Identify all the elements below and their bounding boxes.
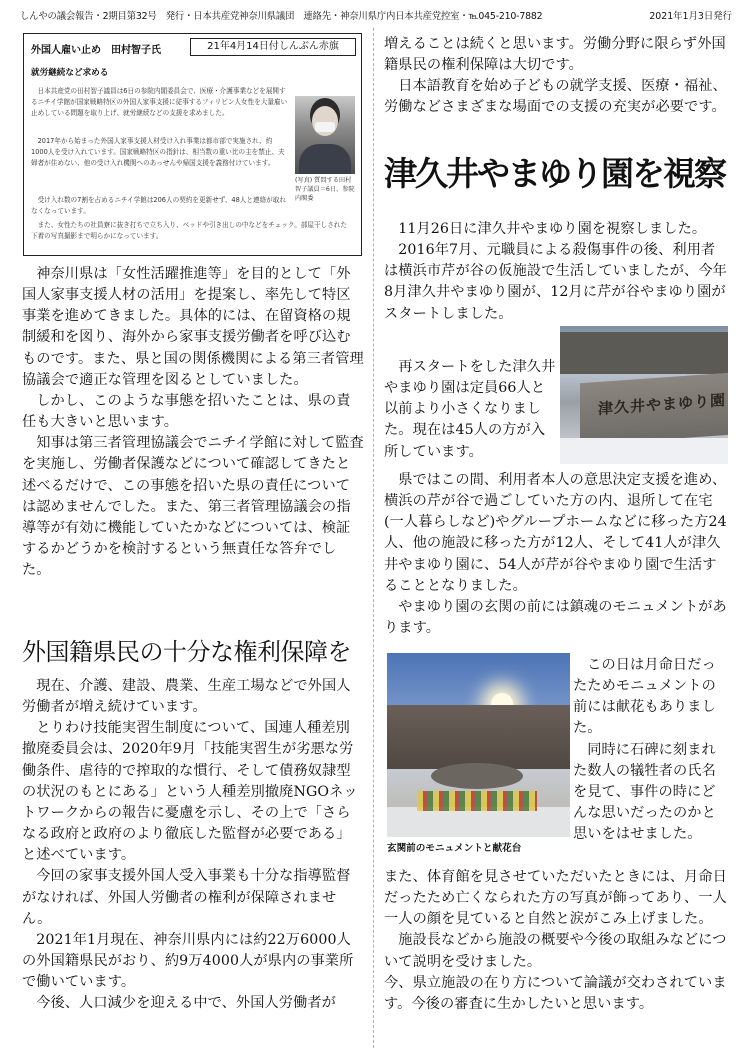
portrait-image [295,96,355,174]
body-paragraph: この日は月命日だったためモニュメントの前には献花もありました。 [573,657,716,737]
body-paragraph: とりわけ技能実習生制度について、国連人種差別撤廃委員会は、2020年9月「技能実習生が劣悪な労働条件、虐待的で搾取的な慣行、そして債務奴隷型の状況のもとにある」という人種差別撤廃NGOネットワークからの報告に憂慮を示し、その上で「さらなる政府と政府のより徹底した監督が必要である」と述べています。 [22,720,358,864]
sign-text: 津久井やまゆり園 [598,391,727,418]
monument-photo-caption: 玄関前のモニュメントと献花台 [387,843,522,854]
body-paragraph: やまゆり園の玄関の前には鎮魂のモニュメントがあります。 [384,598,727,637]
column-divider [373,28,374,1048]
left-column-bottom [22,676,364,1015]
right-column-block-1 [384,219,728,325]
body-paragraph: 知事は第三者管理協議会でニチイ学館に対して監査を実施し、労働者保護などについて確認してきたと述べるだけで、この事態を招いた県の責任については認めませんでした。また、第三者管理協議会の指導等が有効に機能していたかなどについては、検証するかどうかを検討するという無責任な答弁でした。 [22,435,364,579]
body-paragraph: 同時に石碑に刻まれた数人の犠牲者の氏名を見て、事件の時にどんな思いだったのかと思いをはせました。 [573,741,716,843]
body-paragraph: 今後、人口減少を迎える中で、外国人労働者が [36,995,336,1012]
clipping-paragraph: 受け入れ数の7割を占めるニチイ学館は206人の契約を更新せず、48人と連絡が取れなくなっています。 [31,196,286,216]
clipping-photo-caption: (写真) 質問する田村智子議員＝6日、参院内閣委 [295,177,355,202]
body-paragraph: また、体育館を見させていただいたときには、月命日だったため亡くなられた方の写真が飾ってあり、一人一人の顔を見ていると自然と涙がこみ上げました。 [384,869,727,928]
section-heading-yamayuri: 津久井やまゆり園を視察 [384,154,725,193]
body-paragraph: 再スタートをした津久井やまゆり園は定員66人と以前より小さくなりました。現在は45人の方が入所しています。 [384,359,556,460]
body-paragraph: しかし、このような事態を招いたことは、県の責任も大きいと思います。 [22,392,351,431]
clipping-paragraph: 日本共産党の田村智子議員は6日の参院内閣委員会で、医療・介護事業などを展開するニチイ学館が国家戦略特区の外国人家事支援に従事するフィリピン人女性を大量雇い止めしている問題を取り上げ、就労継続などの支援を求めました。 [31,87,288,118]
body-paragraph: 11月26日に津久井やまゆり園を視察しました。 [398,221,707,237]
body-paragraph: 増えることは続くと思います。労働分野に限らず外国籍県民の権利保障は大切です。 [384,36,726,74]
monument-photo [387,653,570,837]
newsletter-header [20,8,732,22]
header-date: 2021年1月3日発行 [649,11,732,22]
body-paragraph: 今、県立施設の在り方について論議が交わされています。今後の審査に生かしたいと思います。 [384,974,727,1012]
right-column-block-4 [573,655,728,845]
left-column-top [22,264,364,581]
header-publisher: しんやの議会報告・2期目第32号 発行・日本共産党神奈川県議団 連絡先・神奈川県庁内日本共産党控室・℡045-210-7882 [20,11,543,22]
body-paragraph: 現在、介護、建設、農業、生産工場などで外国人労働者が増え続けています。 [22,678,351,716]
right-column-block-5 [384,867,728,1015]
body-paragraph: 県ではこの間、利用者本人の意思決定支援を進め、横浜の芹が谷で過ごしていた方の内、退所して在宅(一人暮らしなど)やグループホームなどに移った方24人、他の施設に移った方が12人、そして41人が津久井やまゆり園に、54人が芹が谷やまゆり園で生活することとなりました。 [384,472,727,594]
clipping-source: 21年4月14日付しんぶん赤旗 [190,38,356,56]
newspaper-clipping [23,33,362,256]
section-heading-rights: 外国籍県民の十分な権利保障を [22,638,351,666]
body-paragraph: 2016年7月、元職員による殺傷事件の後、利用者は横浜市芹が谷の仮施設で生活していましたが、今年8月津久井やまゆり園が、12月に芹が谷やまゆり園がスタートしました。 [384,242,727,322]
clipping-photo [295,96,355,220]
clipping-paragraph: また、女性たちの社員寮に抜き打ちで立ち入り、ベッドや引き出しの中などをチェック。部屋干しされた下着の写真撮影まで明らかになっています。 [31,221,347,241]
clipping-paragraph: 2017年から始まった外国人家事支援人材受け入れ事業は都市部で実施され、約1000人を受け入れています。国家戦略特区の指針は、相当数の重い比の主を禁止、夫婦者が住めない、他の受け入れ機関へのあっせんや帰国支援を義務付けています。 [31,137,285,168]
clipping-subtitle: 就労継続など求める [31,68,109,78]
right-column-block-2 [384,357,556,463]
right-column-top [384,34,728,119]
body-paragraph: 施設長などから施設の概要や今後の取組みなどについて説明を受けました。 [384,932,727,970]
right-column-block-3 [384,470,728,639]
body-paragraph: 2021年1月現在、神奈川県内には約22万6000人の外国籍県民がおり、約9万4000人が県内の事業所で働いています。 [22,931,354,991]
body-paragraph: 神奈川県は「女性活躍推進等」を目的として「外国人家事支援人材の活用」を提案し、率先して特区事業を進めてきました。具体的には、在留資格の規制緩和を図り、海外から家事支援労働者を呼び込むものです。また、県と国の関係機関による第三者管理協議会で適正な管理を図るとしていました。 [22,266,364,388]
clipping-title: 外国人雇い止め 田村智子氏 [31,45,161,56]
body-paragraph: 日本語教育を始め子どもの就学支援、医療・福祉、労働などさまざまな場面での支援の充実が必要です。 [384,78,727,116]
body-paragraph: 今回の家事支援外国人受入事業も十分な指導監督がなければ、外国人労働者の権利が保障されません。 [22,868,351,927]
yamayuri-sign-photo [560,326,728,464]
